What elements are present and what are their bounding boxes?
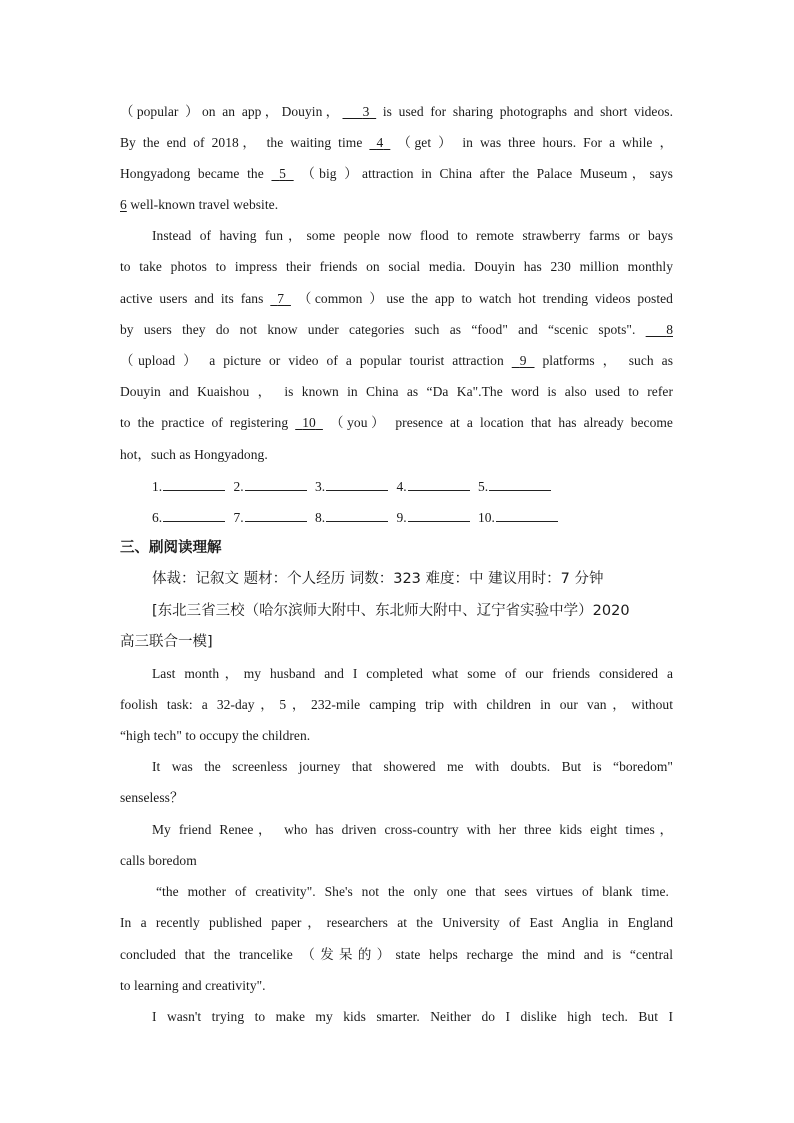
passage-line: by users they do not know under categories such as “food" and “scenic spots". 8 bbox=[120, 322, 673, 337]
passage-line: senseless？ bbox=[120, 790, 184, 805]
answer-blank[interactable] bbox=[496, 508, 558, 522]
answer-blank[interactable] bbox=[245, 477, 307, 491]
passage-line: Last month，my husband and I completed what some of our friends considered a bbox=[152, 666, 673, 681]
blank-number: 5 bbox=[279, 166, 286, 181]
passage-line: By the end of 2018， the waiting time 4 （get ） in was three hours. For a while ， bbox=[120, 135, 673, 150]
passage-line: foolish task: a 32-day，5，232-mile camping trip with children in our van，without bbox=[120, 697, 673, 712]
passage-line: 6 well-known travel website. bbox=[120, 197, 279, 212]
answer-blank[interactable] bbox=[408, 477, 470, 491]
blank-number: 6 bbox=[120, 197, 127, 212]
section-heading: 三、刷阅读理解 bbox=[120, 540, 222, 556]
passage-line: calls boredom bbox=[120, 853, 197, 868]
passage-line: （upload ） a picture or video of a popular tourist attraction 9 platforms ， such as bbox=[120, 353, 673, 368]
source-note: 高三联合一模] bbox=[120, 634, 213, 650]
answer-blank[interactable] bbox=[489, 477, 551, 491]
passage-line: “the mother of creativity". She's not the only one that sees virtues of blank time. bbox=[156, 884, 669, 899]
answer-blank[interactable] bbox=[245, 508, 307, 522]
blank-number: 10 bbox=[302, 415, 316, 430]
source-note: [东北三省三校（哈尔滨师大附中、东北师大附中、辽宁省实验中学）2020 bbox=[152, 603, 630, 619]
answer-blank[interactable] bbox=[326, 508, 388, 522]
blank-number: 8 bbox=[666, 322, 673, 337]
answer-blank[interactable] bbox=[408, 508, 470, 522]
passage-line: （popular ）on an app，Douyin， 3 is used for sharing photographs and short videos. bbox=[120, 104, 674, 119]
blank-number: 3 bbox=[362, 104, 370, 119]
blank-number: 7 bbox=[277, 291, 285, 306]
answer-row: 1. 2. 3. 4. 5. bbox=[152, 477, 556, 497]
answer-row: 6. 7. 8. 9. 10. bbox=[152, 508, 563, 528]
passage-line: to take photos to impress their friends on social media. Douyin has 230 million monthly bbox=[120, 259, 673, 274]
passage-line: My friend Renee， who has driven cross-country with her three kids eight times， bbox=[152, 822, 673, 837]
passage-line: In a recently published paper，researchers at the University of East Anglia in England bbox=[120, 915, 673, 930]
passage-line: “high tech" to occupy the children. bbox=[120, 728, 311, 743]
passage-line: Instead of having fun，some people now flood to remote strawberry farms or bays bbox=[152, 228, 673, 243]
answer-blank[interactable] bbox=[163, 477, 225, 491]
passage-line: Hongyadong became the 5 （big ）attraction in China after the Palace Museum，says bbox=[120, 166, 673, 181]
reading-meta: 体裁：记叙文 题材：个人经历 词数：323 难度：中 建议用时：7 分钟 bbox=[152, 571, 604, 587]
passage-line: concluded that the trancelike （发呆的）state helps recharge the mind and is “central bbox=[120, 947, 673, 962]
passage-line: I wasn't trying to make my kids smarter. Neither do I dislike high tech. But I bbox=[152, 1009, 673, 1024]
passage-line: to learning and creativity". bbox=[120, 978, 266, 993]
passage-line: Douyin and Kuaishou ， is known in China as “Da Ka".The word is also used to refer bbox=[120, 384, 673, 399]
answer-blank[interactable] bbox=[326, 477, 388, 491]
passage-line: to the practice of registering 10 （you） presence at a location that has already become bbox=[120, 415, 673, 430]
blank-number: 9 bbox=[519, 353, 527, 368]
answer-blank[interactable] bbox=[163, 508, 225, 522]
passage-line: hot，such as Hongyadong. bbox=[120, 447, 268, 462]
blank-number: 4 bbox=[376, 135, 384, 150]
passage-line: It was the screenless journey that showered me with doubts. But is “boredom" bbox=[152, 759, 673, 774]
passage-line: active users and its fans 7 （common ）use the app to watch hot trending videos posted bbox=[120, 291, 673, 306]
